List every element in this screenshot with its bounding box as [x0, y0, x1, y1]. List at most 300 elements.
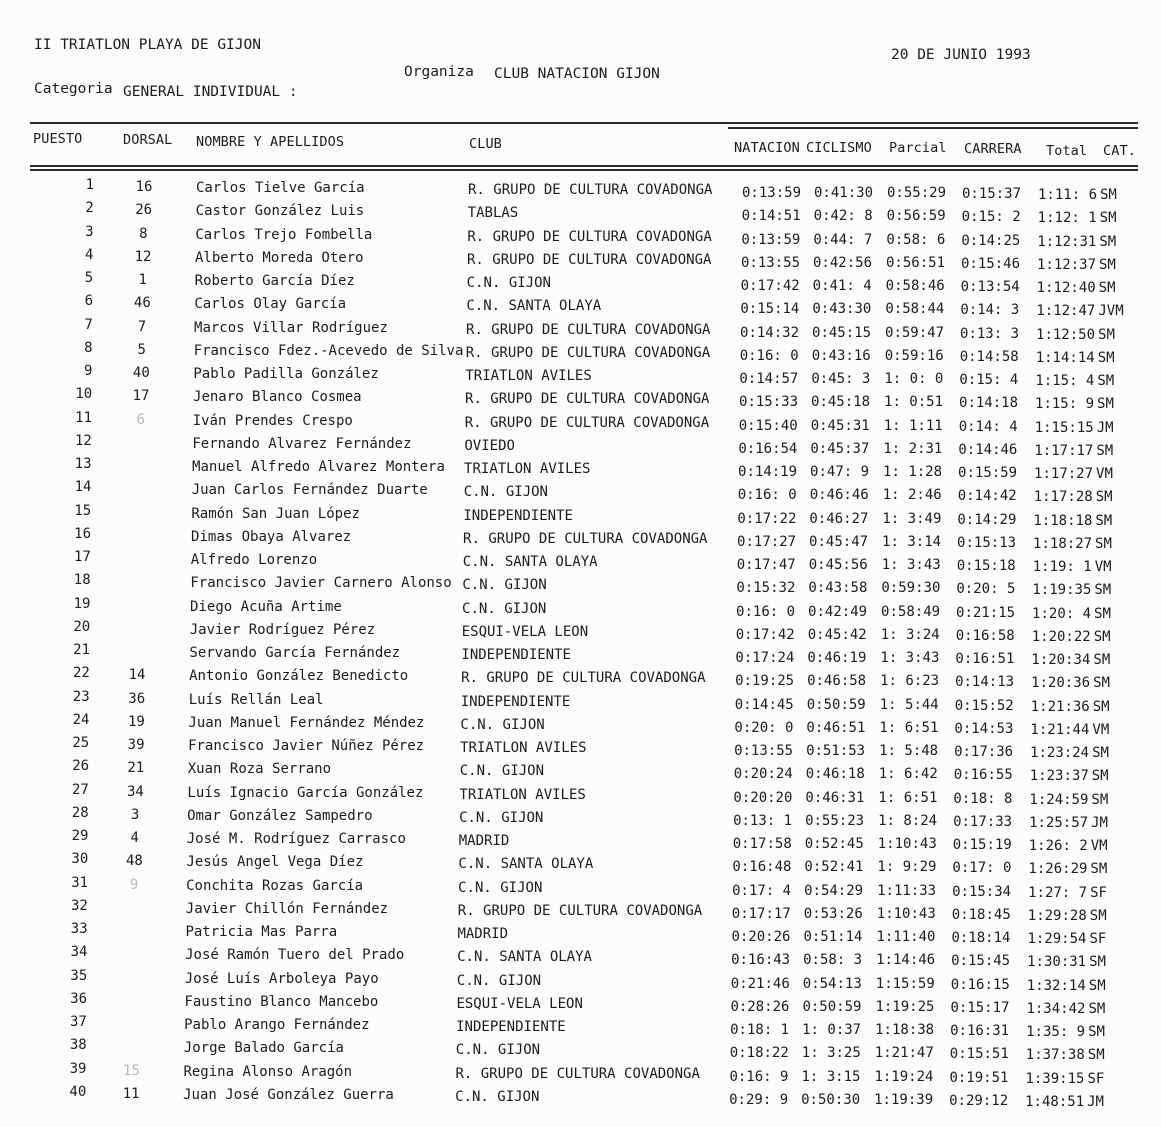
cell-puesto: 11 [75, 409, 93, 426]
cell-total: 1:23:37 [1029, 768, 1089, 785]
cell-ciclismo: 1: 0:37 [802, 1022, 862, 1038]
cell-nombre: Juan Manuel Fernández Méndez [188, 714, 425, 731]
table-row [0, 899, 1161, 922]
cell-parcial: 0:55:29 [887, 185, 947, 201]
cell-dorsal: 6 [136, 411, 145, 428]
cell-total: 1:21:36 [1030, 698, 1090, 715]
cell-nombre: Antonio González Benedicto [189, 668, 409, 685]
cell-club: R. GRUPO DE CULTURA COVADONGA [464, 414, 710, 431]
cell-parcial: 1:14:46 [876, 952, 936, 969]
cell-cat: VM [1092, 721, 1110, 738]
cell-carrera: 0:18:45 [951, 906, 1011, 923]
cell-carrera: 0:15: 2 [961, 209, 1021, 226]
cell-cat: SM [1095, 489, 1113, 506]
cell-parcial: 1: 6:51 [878, 789, 938, 806]
cell-cat: SM [1088, 1024, 1105, 1040]
cell-club: OVIEDO [464, 437, 515, 454]
cell-dorsal: 15 [123, 1062, 140, 1079]
table-row [0, 736, 1161, 759]
cell-puesto: 16 [74, 525, 92, 542]
cell-total: 1:20: 4 [1032, 605, 1092, 622]
cell-ciclismo: 0:46:31 [805, 789, 865, 806]
cell-dorsal: 21 [127, 760, 145, 777]
cell-club: C.N. GIJON [456, 972, 542, 989]
cell-total: 1:19: 1 [1032, 559, 1092, 575]
cell-parcial: 0:56:51 [886, 254, 946, 271]
cell-nombre: Fernando Alvarez Fernández [192, 435, 412, 452]
cell-carrera: 0:15:52 [954, 697, 1014, 714]
cell-club: INDEPENDIENTE [460, 693, 571, 710]
cell-ciclismo: 0:45: 3 [811, 371, 871, 387]
cell-puesto: 3 [85, 223, 94, 240]
cell-puesto: 1 [85, 177, 94, 193]
cell-dorsal: 19 [127, 713, 145, 730]
cell-natacion: 0:14:32 [740, 324, 800, 341]
cell-cat: SF [1090, 884, 1107, 901]
cell-carrera: 0:13:54 [960, 279, 1020, 295]
cell-natacion: 0:18: 1 [730, 1022, 790, 1038]
cell-total: 1:23:24 [1030, 745, 1090, 761]
cell-cat: SM [1092, 698, 1110, 715]
cell-natacion: 0:16:43 [731, 952, 791, 969]
header-rule-bottom-2 [30, 169, 1138, 171]
cell-nombre: Diego Acuña Artime [190, 598, 342, 615]
cell-natacion: 0:16:54 [738, 440, 798, 457]
cell-parcial: 1:10:43 [877, 836, 937, 852]
cell-cat: SM [1098, 326, 1115, 343]
cell-nombre: Regina Alonso Aragón [183, 1063, 353, 1080]
cell-parcial: 0:58:44 [885, 301, 945, 318]
table-row [0, 550, 1161, 573]
col-header-carrera: CARRERA [964, 141, 1022, 157]
table-row [0, 922, 1161, 945]
cell-carrera: 0:15:34 [952, 883, 1012, 900]
cell-club: C.N. GIJON [455, 1088, 540, 1105]
cell-natacion: 0:16: 0 [736, 603, 796, 620]
cell-nombre: Francisco Javier Carnero Alonso [190, 575, 452, 592]
cell-ciclismo: 0:42:49 [808, 603, 868, 620]
cell-club: TRIATLON AVILES [460, 740, 587, 756]
table-row [0, 1037, 1161, 1064]
cell-ciclismo: 0:54:29 [804, 882, 864, 899]
cell-dorsal: 7 [137, 318, 147, 335]
cell-parcial: 0:58:46 [885, 278, 945, 294]
cell-puesto: 17 [73, 549, 91, 565]
cell-club: MADRID [457, 926, 509, 942]
cell-total: 1:15:15 [1034, 419, 1094, 436]
cell-club: INDEPENDIENTE [456, 1019, 566, 1035]
cell-puesto: 12 [74, 432, 92, 449]
cell-nombre: Omar González Sampedro [187, 807, 373, 824]
cell-dorsal: 40 [132, 365, 150, 381]
table-row [0, 690, 1161, 713]
cell-carrera: 0:15:45 [951, 953, 1011, 970]
cell-cat: SF [1087, 1070, 1105, 1087]
cell-carrera: 0:20: 5 [956, 581, 1016, 598]
cell-nombre: Luís Ignacio García González [187, 784, 424, 801]
cell-cat: SM [1099, 233, 1117, 250]
cell-club: C.N. SANTA OLAYA [466, 298, 602, 315]
cell-carrera: 0:15: 4 [959, 372, 1019, 388]
cell-nombre: Jenaro Blanco Cosmea [193, 389, 362, 406]
cell-nombre: Luís Rellán Leal [188, 691, 324, 708]
cell-natacion: 0:20: 0 [734, 719, 794, 736]
cell-puesto: 27 [71, 781, 89, 798]
cell-nombre: Xuan Roza Serrano [187, 761, 332, 778]
cell-cat: SM [1097, 396, 1114, 413]
cell-club: TABLAS [467, 205, 519, 222]
cell-natacion: 0:18:22 [729, 1045, 789, 1062]
cell-dorsal: 14 [128, 667, 146, 684]
cell-nombre: Dimas Obaya Alvarez [191, 528, 352, 545]
cell-carrera: 0:14:42 [957, 488, 1017, 505]
cell-dorsal: 46 [133, 295, 151, 312]
cell-cat: SM [1093, 675, 1110, 692]
cell-parcial: 1: 3:49 [882, 510, 942, 527]
cell-club: TRIATLON AVILES [465, 368, 592, 384]
cell-natacion: 0:17:17 [731, 905, 791, 922]
cell-ciclismo: 0:50:59 [802, 998, 862, 1015]
table-row [0, 178, 1161, 201]
cell-nombre: Francisco Fdez.-Acevedo de Silva [193, 342, 464, 359]
cell-club: R. GRUPO DE CULTURA COVADONGA [467, 251, 712, 268]
cell-ciclismo: 0:43:58 [808, 580, 868, 597]
cell-ciclismo: 0:42:56 [813, 254, 873, 271]
cell-club: R. GRUPO DE CULTURA COVADONGA [466, 321, 711, 338]
cell-natacion: 0:13:59 [741, 231, 801, 248]
cell-dorsal: 48 [125, 853, 143, 870]
cell-cat: SM [1093, 628, 1111, 645]
cell-carrera: 0:14:25 [961, 232, 1021, 249]
cell-parcial: 1: 1:28 [883, 464, 943, 480]
cell-club: INDEPENDIENTE [463, 507, 573, 524]
table-row [0, 434, 1161, 457]
cell-dorsal: 3 [130, 806, 140, 823]
cell-puesto: 2 [85, 200, 94, 217]
cell-carrera: 0:14: 4 [958, 418, 1018, 435]
cell-puesto: 39 [69, 1060, 87, 1077]
cell-natacion: 0:17: 4 [732, 882, 792, 899]
cell-nombre: Carlos Olay García [194, 296, 347, 313]
cell-total: 1:34:42 [1026, 1000, 1086, 1017]
cell-ciclismo: 0:45:56 [808, 557, 868, 573]
cell-ciclismo: 0:45:47 [809, 533, 869, 550]
cell-total: 1:26: 2 [1028, 838, 1088, 854]
cell-cat: VM [1090, 838, 1108, 854]
table-row [0, 341, 1161, 364]
col-header-cat: CAT. [1103, 143, 1136, 159]
table-row [0, 851, 1161, 878]
cell-ciclismo: 0:45:37 [810, 440, 870, 457]
cell-puesto: 14 [74, 479, 92, 496]
cell-nombre: Francisco Javier Núñez Pérez [188, 738, 425, 754]
cell-natacion: 0:20:26 [731, 929, 791, 945]
event-title: II TRIATLON PLAYA DE GIJON [34, 37, 261, 53]
cell-total: 1:12:37 [1037, 256, 1097, 273]
table-row [0, 1062, 1161, 1085]
cell-parcial: 1:15:59 [875, 975, 935, 992]
cell-club: R. GRUPO DE CULTURA COVADONGA [467, 228, 712, 245]
cell-ciclismo: 0:52:41 [804, 859, 864, 876]
cell-ciclismo: 0:45:15 [812, 324, 872, 341]
cell-carrera: 0:16:55 [953, 767, 1013, 784]
cell-total: 1:35: 9 [1026, 1024, 1086, 1040]
cell-nombre: Roberto García Díez [194, 273, 355, 289]
table-row [0, 572, 1161, 599]
cell-puesto: 33 [70, 921, 88, 937]
cell-cat: SM [1091, 768, 1109, 785]
cell-parcial: 1: 9:29 [877, 859, 937, 876]
cell-nombre: Carlos Tielve García [196, 180, 365, 196]
cell-ciclismo: 0:46:51 [806, 719, 866, 736]
cell-nombre: Manuel Alfredo Alvarez Montera [192, 459, 445, 475]
cell-carrera: 0:18: 8 [953, 790, 1013, 807]
cell-carrera: 0:15:17 [950, 999, 1010, 1016]
cell-carrera: 0:15:59 [958, 465, 1018, 481]
cell-cat: SM [1092, 745, 1109, 761]
cell-natacion: 0:17:27 [737, 533, 797, 550]
cell-cat: SM [1097, 349, 1115, 366]
cell-total: 1:24:59 [1029, 791, 1089, 808]
cell-natacion: 0:16: 0 [737, 487, 797, 504]
cell-ciclismo: 0:50:30 [801, 1091, 861, 1108]
cell-carrera: 0:14:58 [959, 348, 1019, 365]
table-row [0, 527, 1161, 550]
cell-natacion: 0:29: 9 [729, 1091, 789, 1108]
cell-parcial: 1:18:38 [875, 1022, 935, 1038]
cell-nombre: Juan Carlos Fernández Duarte [191, 482, 428, 499]
cell-ciclismo: 0:46:58 [807, 673, 867, 690]
cell-carrera: 0:15:51 [949, 1046, 1009, 1063]
cell-club: R. GRUPO DE CULTURA COVADONGA [465, 344, 711, 361]
cell-parcial: 1: 8:24 [878, 812, 938, 829]
cell-ciclismo: 0:41:30 [814, 185, 874, 201]
cell-dorsal: 1 [138, 272, 147, 288]
header-rule-top [30, 122, 1138, 124]
cell-total: 1:20:36 [1031, 675, 1091, 692]
col-header-puesto: PUESTO [33, 131, 83, 147]
cell-club: MADRID [458, 833, 510, 849]
cell-cat: SM [1089, 954, 1106, 971]
cell-total: 1:14:14 [1035, 349, 1095, 366]
cell-parcial: 1: 6:42 [878, 766, 938, 783]
cell-carrera: 0:15:19 [952, 837, 1012, 853]
cell-natacion: 0:17:42 [735, 626, 795, 643]
cell-parcial: 1:10:43 [876, 905, 936, 922]
cell-club: C.N. GIJON [462, 577, 547, 594]
table-row [0, 248, 1161, 271]
cell-puesto: 35 [70, 967, 88, 984]
organizer-label: Organiza [404, 64, 474, 80]
table-row [0, 318, 1161, 341]
cell-puesto: 5 [84, 270, 94, 286]
table-row [0, 386, 1161, 413]
cell-total: 1:20:22 [1031, 628, 1091, 645]
cell-dorsal: 17 [132, 388, 150, 405]
cell-total: 1:15: 4 [1035, 373, 1095, 389]
cell-parcial: 1: 3:43 [881, 557, 941, 573]
cell-nombre: José M. Rodríguez Carrasco [186, 831, 406, 847]
cell-nombre: Servando García Fernández [189, 645, 401, 661]
cell-club: ESQUI-VELA LEON [461, 623, 589, 640]
cell-ciclismo: 1: 3:15 [801, 1068, 861, 1085]
cell-puesto: 8 [84, 339, 93, 356]
cell-total: 1:25:57 [1029, 814, 1089, 831]
cell-ciclismo: 1: 3:25 [801, 1045, 861, 1062]
cell-club: C.N. GIJON [466, 275, 551, 291]
cell-cat: SM [1093, 652, 1111, 668]
cell-cat: SM [1091, 791, 1109, 808]
cell-total: 1:27: 7 [1028, 884, 1088, 901]
table-row [0, 364, 1161, 387]
cell-carrera: 0:29:12 [949, 1092, 1009, 1109]
table-row [0, 876, 1161, 899]
cell-ciclismo: 0:47: 9 [810, 464, 870, 480]
cell-ciclismo: 0:45:31 [810, 417, 870, 434]
cell-natacion: 0:14:19 [738, 464, 798, 480]
cell-club: C.N. GIJON [455, 1042, 541, 1059]
cell-carrera: 0:16:58 [955, 627, 1015, 644]
cell-cat: SM [1099, 256, 1116, 273]
cell-ciclismo: 0:44: 7 [813, 231, 873, 248]
cell-total: 1:12:40 [1036, 280, 1096, 296]
cell-nombre: Alberto Moreda Otero [195, 249, 364, 266]
cell-ciclismo: 0:46:46 [809, 487, 869, 504]
cell-nombre: Javier Chillón Fernández [185, 900, 389, 917]
cell-ciclismo: 0:42: 8 [813, 208, 873, 225]
cell-club: C.N. GIJON [459, 809, 544, 826]
cell-carrera: 0:17:33 [953, 813, 1013, 830]
cell-parcial: 1: 2:31 [883, 440, 943, 457]
table-row [0, 411, 1161, 434]
cell-dorsal: 12 [134, 248, 152, 265]
cell-carrera: 0:15:13 [957, 534, 1017, 551]
cell-nombre: Juan José González Guerra [183, 1086, 394, 1103]
cell-total: 1:17:17 [1034, 442, 1094, 459]
cell-club: TRIATLON AVILES [464, 461, 591, 477]
cell-natacion: 0:17:42 [740, 278, 800, 294]
cell-carrera: 0:18:14 [951, 930, 1011, 946]
cell-dorsal: 16 [135, 179, 153, 195]
cell-puesto: 23 [72, 688, 90, 705]
cell-puesto: 20 [73, 618, 91, 635]
cell-carrera: 0:13: 3 [960, 325, 1020, 342]
table-row [0, 758, 1161, 785]
col-header-natacion: NATACION [734, 140, 800, 156]
cell-cat: SM [1099, 210, 1117, 227]
cell-club: R. GRUPO DE CULTURA COVADONGA [455, 1065, 700, 1082]
cell-puesto: 40 [69, 1083, 87, 1100]
cell-parcial: 1: 0: 0 [884, 371, 944, 387]
cell-natacion: 0:21:46 [730, 975, 790, 992]
table-row [0, 225, 1161, 248]
cell-puesto: 18 [73, 572, 91, 589]
table-row [0, 504, 1161, 527]
cell-carrera: 0:14:53 [954, 720, 1014, 737]
cell-puesto: 15 [74, 502, 92, 519]
cell-natacion: 0:13: 1 [733, 812, 793, 829]
cell-ciclismo: 0:46:19 [807, 650, 867, 666]
cell-puesto: 32 [71, 897, 88, 914]
cell-puesto: 21 [73, 642, 91, 658]
cell-nombre: Carlos Trejo Fombella [195, 226, 373, 243]
cell-ciclismo: 0:43:30 [812, 301, 872, 318]
cell-total: 1:48:51 [1025, 1093, 1085, 1110]
cell-puesto: 19 [73, 595, 91, 612]
cell-club: C.N. SANTA OLAYA [462, 554, 598, 570]
cell-puesto: 26 [72, 758, 90, 775]
col-header-ciclismo: CICLISMO [806, 140, 872, 156]
cell-ciclismo: 0:43:16 [811, 347, 871, 364]
cell-ciclismo: 0:52:45 [804, 836, 864, 852]
cell-nombre: Faustino Blanco Mancebo [184, 993, 379, 1010]
table-row [0, 293, 1161, 320]
cell-carrera: 0:19:51 [949, 1069, 1009, 1086]
cell-total: 1:20:34 [1031, 652, 1091, 668]
header-rule-bottom-1 [30, 165, 1138, 167]
cell-total: 1:39:15 [1025, 1070, 1085, 1087]
cell-total: 1:15: 9 [1035, 396, 1095, 413]
cell-total: 1:37:38 [1025, 1047, 1085, 1064]
cell-natacion: 0:16: 9 [729, 1068, 789, 1085]
cell-club: C.N. GIJON [458, 879, 543, 896]
table-row [0, 271, 1161, 294]
cell-parcial: 1: 5:48 [879, 743, 939, 759]
cell-cat: SM [1097, 373, 1115, 389]
cell-total: 1:12:47 [1036, 303, 1096, 320]
cell-parcial: 1: 5:44 [879, 696, 939, 713]
cell-natacion: 0:15:33 [739, 394, 799, 411]
cell-cat: SM [1098, 280, 1116, 296]
cell-dorsal: 5 [137, 341, 146, 358]
col-header-club: CLUB [469, 136, 502, 152]
cell-total: 1:18:18 [1033, 512, 1093, 529]
cell-club: C.N. GIJON [462, 600, 547, 617]
organizer-name: CLUB NATACION GIJON [494, 66, 660, 82]
cell-puesto: 10 [75, 386, 93, 403]
cell-puesto: 22 [72, 665, 90, 682]
cell-dorsal: 8 [139, 225, 148, 242]
cell-cat: SM [1090, 861, 1108, 878]
event-date: 20 DE JUNIO 1993 [891, 47, 1031, 63]
cell-natacion: 0:20:24 [733, 766, 793, 783]
cell-cat: SM [1100, 187, 1117, 203]
cell-cat: JM [1087, 1093, 1104, 1110]
cell-total: 1:17:28 [1033, 489, 1093, 506]
cell-nombre: Castor González Luis [195, 203, 365, 220]
cell-natacion: 0:16:48 [732, 859, 792, 876]
cell-cat: JM [1096, 419, 1114, 436]
cell-cat: SM [1094, 582, 1112, 599]
cell-nombre: Iván Prendes Crespo [192, 412, 353, 429]
cell-cat: VM [1096, 466, 1113, 482]
cell-nombre: Patricia Mas Parra [185, 924, 338, 940]
cell-parcial: 1: 2:46 [882, 487, 942, 504]
cell-dorsal: 4 [130, 830, 139, 846]
cell-club: C.N. SANTA OLAYA [458, 856, 594, 873]
cell-club: TRIATLON AVILES [459, 786, 586, 803]
cell-club: R. GRUPO DE CULTURA COVADONGA [465, 391, 710, 408]
cell-parcial: 1: 3:43 [880, 650, 940, 666]
cell-natacion: 0:20:20 [733, 789, 793, 806]
cell-cat: SM [1094, 605, 1111, 622]
table-row [0, 992, 1161, 1015]
table-row [0, 457, 1161, 480]
cell-ciclismo: 0:54:13 [802, 975, 862, 992]
cell-parcial: 0:56:59 [886, 208, 946, 225]
cell-puesto: 13 [74, 456, 92, 472]
cell-dorsal: 34 [126, 783, 144, 800]
